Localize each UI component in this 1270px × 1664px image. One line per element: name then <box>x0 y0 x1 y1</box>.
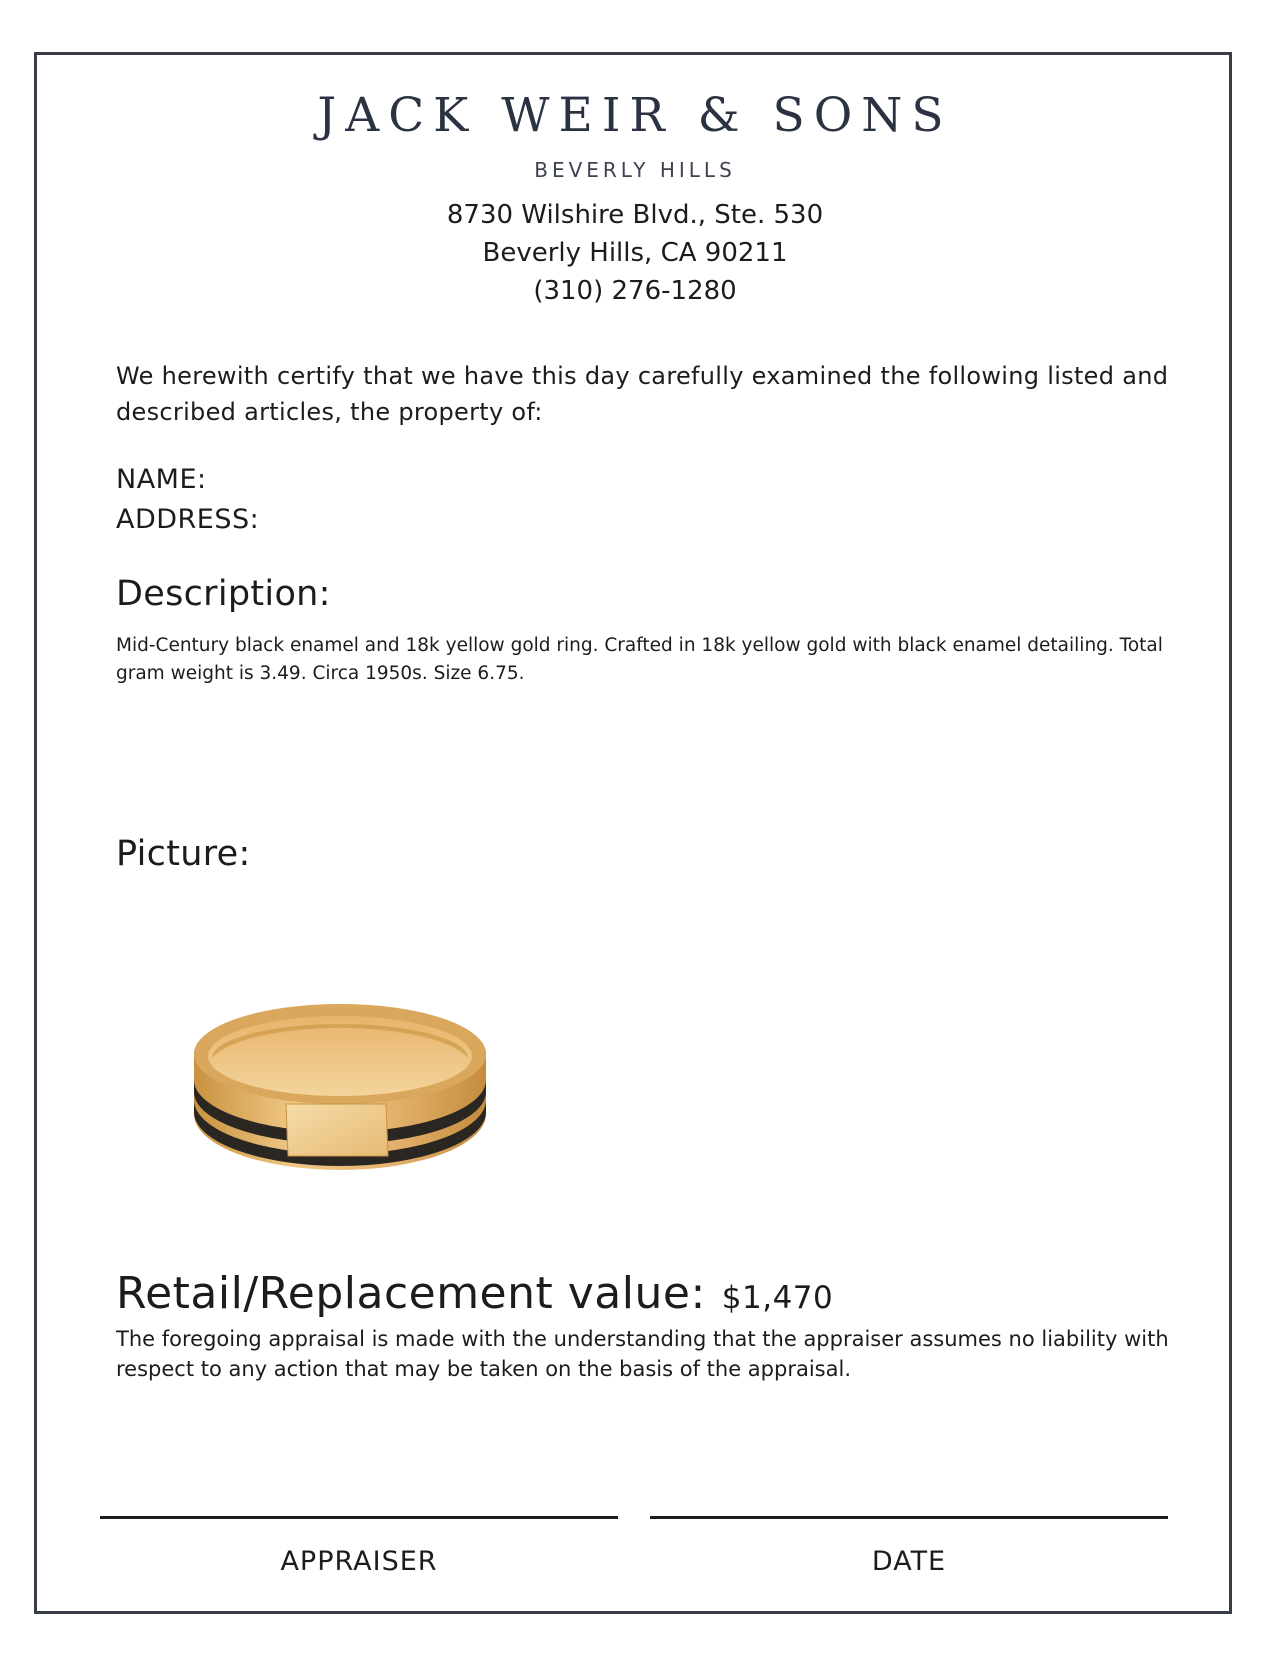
picture-heading: Picture: <box>116 834 251 874</box>
date-signature-line <box>650 1516 1168 1519</box>
appraiser-label: APPRAISER <box>280 1546 438 1577</box>
address-line-2: Beverly Hills, CA 90211 <box>482 238 788 268</box>
phone-number: (310) 276-1280 <box>533 276 737 306</box>
description-heading: Description: <box>116 574 331 614</box>
valuation-amount: $1,470 <box>721 1280 834 1316</box>
disclaimer-text: The foregoing appraisal is made with the understanding that the appraiser assumes no liability with respect to any action that may be taken on the basis of the appraisal. <box>116 1327 1169 1381</box>
address-line-1: 8730 Wilshire Blvd., Ste. 530 <box>446 200 824 230</box>
ring-image <box>190 996 490 1186</box>
description-text: Mid-Century black enamel and 18k yellow gold ring. Crafted in 18k yellow gold with black enamel detailing. Total gram weight is 3.49. Circa 1950s. Size 6.75. <box>116 635 1163 684</box>
valuation-label: Retail/Replacement value: <box>116 1268 706 1319</box>
certification-text: We herewith certify that we have this day carefully examined the following listed and described articles, the property of: <box>116 362 1169 426</box>
brand-logo: JACK WEIR & SONS <box>317 88 953 143</box>
date-label: DATE <box>871 1546 947 1577</box>
address-label: ADDRESS: <box>116 504 260 535</box>
name-label: NAME: <box>116 464 207 495</box>
brand-subtitle: BEVERLY HILLS <box>534 158 736 182</box>
valuation-row <box>116 1268 833 1319</box>
appraiser-signature-line <box>100 1516 618 1519</box>
